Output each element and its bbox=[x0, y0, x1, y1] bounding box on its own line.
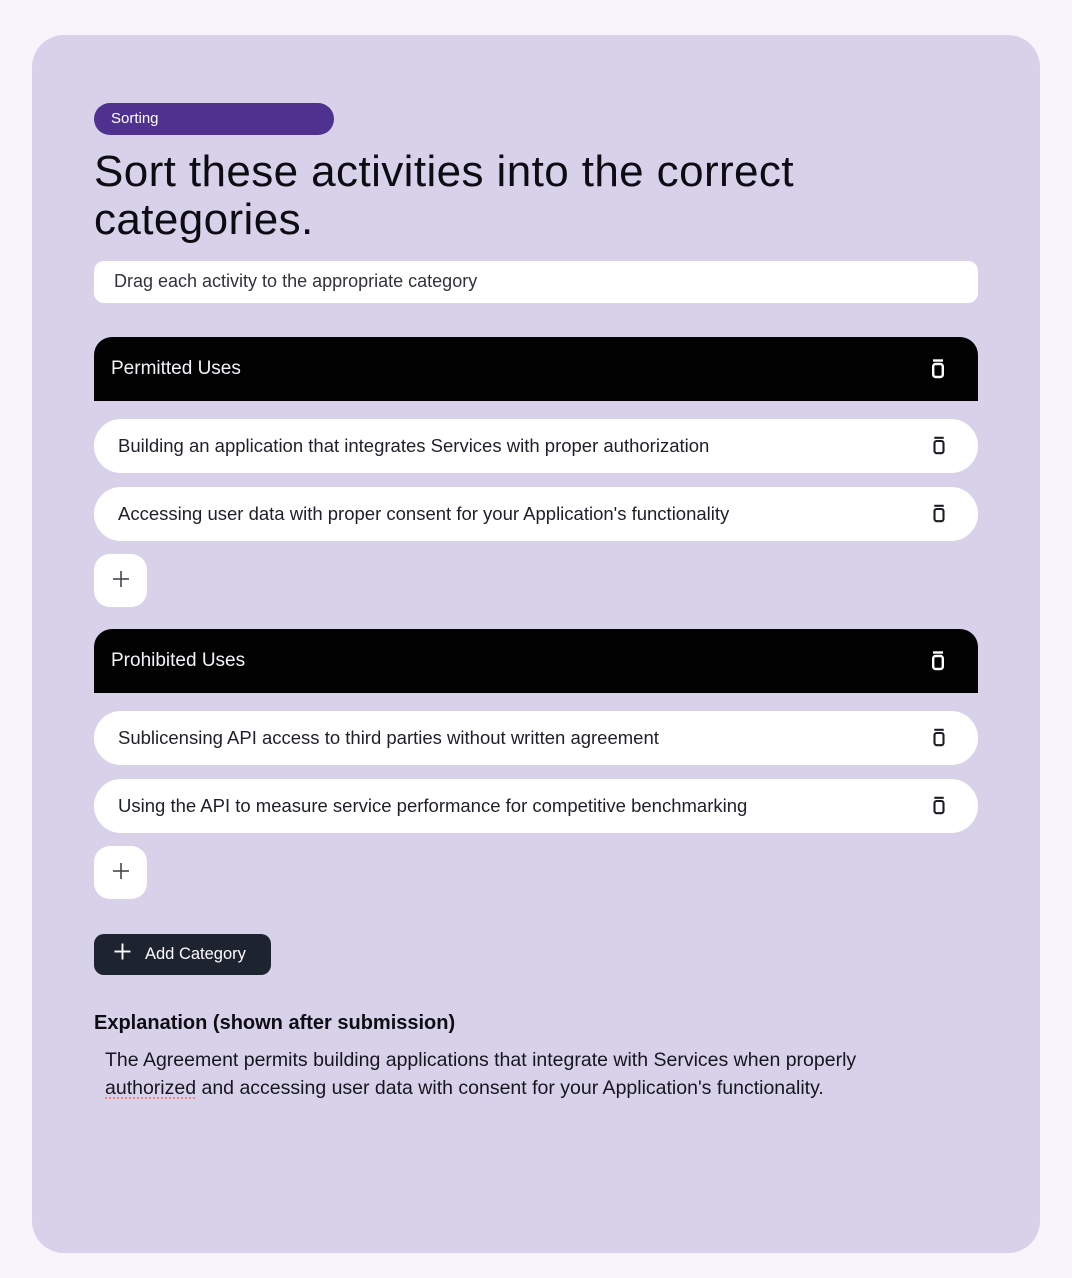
add-category-button[interactable] bbox=[94, 934, 271, 975]
activity-item[interactable] bbox=[94, 711, 978, 765]
explanation-text-after: and accessing user data with consent for your Application's functionality. bbox=[196, 1076, 824, 1099]
delete-item-button[interactable] bbox=[930, 503, 948, 524]
activity-item[interactable] bbox=[94, 779, 978, 833]
question-type-badge: Sorting bbox=[94, 103, 334, 135]
explanation-text bbox=[94, 1046, 894, 1102]
plus-icon bbox=[110, 568, 132, 593]
add-item-button[interactable] bbox=[94, 554, 147, 607]
trash-icon bbox=[930, 795, 948, 816]
spellcheck-highlighted-word: authorized bbox=[105, 1076, 197, 1099]
category-name: Prohibited Uses bbox=[111, 649, 246, 671]
category-header[interactable] bbox=[94, 629, 978, 693]
trash-icon bbox=[930, 727, 948, 748]
trash-icon bbox=[928, 357, 948, 380]
instruction-field[interactable]: Drag each activity to the appropriate category bbox=[94, 261, 978, 303]
activity-text: Using the API to measure service performance for competitive benchmarking bbox=[118, 794, 748, 816]
question-title: Sort these activities into the correct categories. bbox=[94, 147, 794, 245]
trash-icon bbox=[930, 503, 948, 524]
category-section-permitted bbox=[94, 337, 978, 607]
delete-category-button[interactable] bbox=[928, 649, 948, 672]
plus-icon bbox=[110, 860, 132, 885]
category-header[interactable] bbox=[94, 337, 978, 401]
add-item-button[interactable] bbox=[94, 846, 147, 899]
activity-item[interactable] bbox=[94, 419, 978, 473]
activity-text: Accessing user data with proper consent for your Application's functionality bbox=[118, 502, 730, 524]
delete-item-button[interactable] bbox=[930, 795, 948, 816]
delete-category-button[interactable] bbox=[928, 357, 948, 380]
category-name: Permitted Uses bbox=[111, 357, 241, 379]
plus-icon bbox=[113, 942, 132, 966]
explanation-section bbox=[94, 1012, 978, 1102]
activity-text: Sublicensing API access to third parties without written agreement bbox=[118, 726, 659, 748]
question-card bbox=[32, 35, 1040, 1253]
activity-text: Building an application that integrates Services with proper authorization bbox=[118, 434, 710, 456]
add-category-label: Add Category bbox=[145, 944, 246, 963]
trash-icon bbox=[928, 649, 948, 672]
activity-item[interactable] bbox=[94, 487, 978, 541]
trash-icon bbox=[930, 435, 948, 456]
delete-item-button[interactable] bbox=[930, 727, 948, 748]
explanation-text-before: The Agreement permits building applications that integrate with Services when properly bbox=[105, 1048, 857, 1071]
explanation-heading: Explanation (shown after submission) bbox=[94, 1011, 456, 1034]
delete-item-button[interactable] bbox=[930, 435, 948, 456]
category-section-prohibited bbox=[94, 629, 978, 899]
